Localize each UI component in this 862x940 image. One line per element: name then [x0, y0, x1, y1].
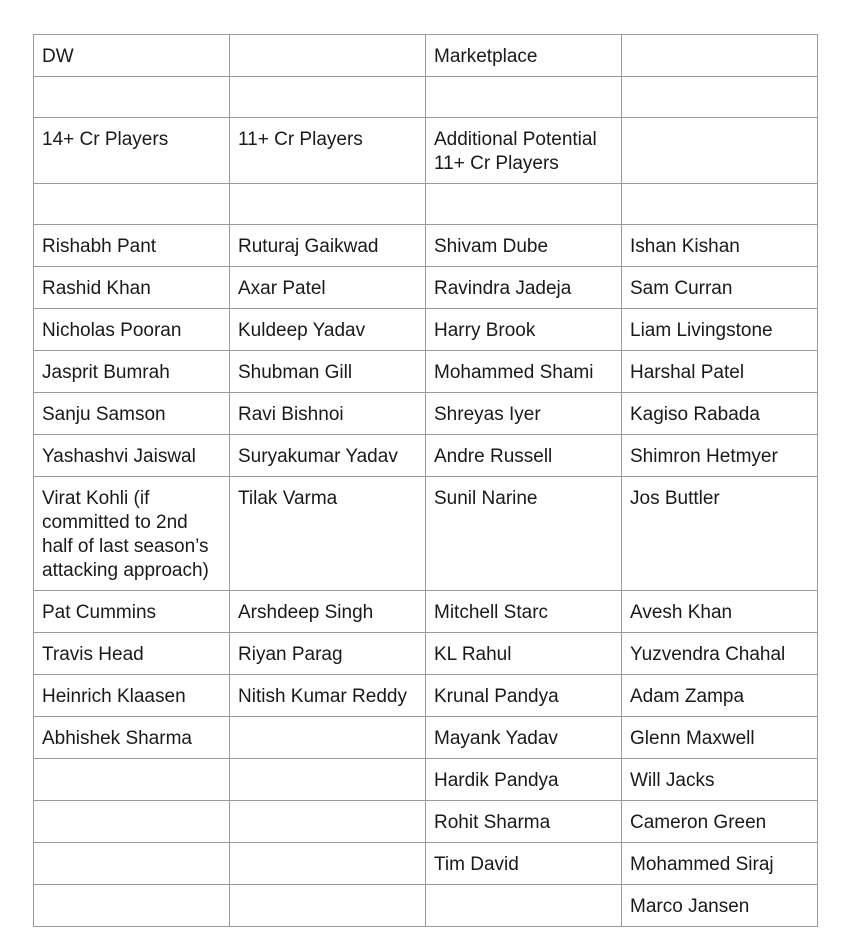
table-cell[interactable]: Ruturaj Gaikwad — [230, 225, 426, 267]
table-cell[interactable]: Jasprit Bumrah — [34, 351, 230, 393]
table-cell[interactable]: Will Jacks — [622, 759, 818, 801]
table-row — [34, 843, 818, 885]
table-cell[interactable]: Harshal Patel — [622, 351, 818, 393]
table-cell[interactable]: Additional Potential 11+ Cr Players — [426, 118, 622, 184]
table-cell[interactable]: Heinrich Klaasen — [34, 675, 230, 717]
table-cell[interactable]: Ravindra Jadeja — [426, 267, 622, 309]
table-row — [34, 118, 818, 184]
table-cell[interactable] — [622, 35, 818, 77]
table-cell[interactable]: Krunal Pandya — [426, 675, 622, 717]
table-cell[interactable]: Shimron Hetmyer — [622, 435, 818, 477]
table-cell[interactable]: Mayank Yadav — [426, 717, 622, 759]
table-row — [34, 633, 818, 675]
table-cell[interactable]: Nitish Kumar Reddy — [230, 675, 426, 717]
table-cell[interactable] — [622, 184, 818, 225]
table-cell[interactable]: DW — [34, 35, 230, 77]
table-cell[interactable] — [34, 885, 230, 927]
table-cell[interactable]: Kuldeep Yadav — [230, 309, 426, 351]
table-cell[interactable]: Glenn Maxwell — [622, 717, 818, 759]
table-cell[interactable]: Ravi Bishnoi — [230, 393, 426, 435]
table-row — [34, 77, 818, 118]
table-cell[interactable]: Andre Russell — [426, 435, 622, 477]
table-cell[interactable] — [622, 118, 818, 184]
table-cell[interactable]: Sam Curran — [622, 267, 818, 309]
table-cell[interactable] — [34, 801, 230, 843]
table-cell[interactable]: Pat Cummins — [34, 591, 230, 633]
table-cell[interactable] — [230, 801, 426, 843]
table-cell[interactable]: Kagiso Rabada — [622, 393, 818, 435]
table-row — [34, 184, 818, 225]
table-cell[interactable]: Rohit Sharma — [426, 801, 622, 843]
table-cell[interactable]: 11+ Cr Players — [230, 118, 426, 184]
table-cell[interactable]: Marco Jansen — [622, 885, 818, 927]
table-cell[interactable]: Yashashvi Jaiswal — [34, 435, 230, 477]
table-cell[interactable]: Riyan Parag — [230, 633, 426, 675]
table-cell[interactable]: Marketplace — [426, 35, 622, 77]
table-cell[interactable]: Adam Zampa — [622, 675, 818, 717]
table-cell[interactable] — [34, 759, 230, 801]
table-row — [34, 35, 818, 77]
table-row — [34, 435, 818, 477]
table-row — [34, 801, 818, 843]
table-cell[interactable]: Tim David — [426, 843, 622, 885]
table-row — [34, 225, 818, 267]
table-row — [34, 717, 818, 759]
table-cell[interactable] — [34, 77, 230, 118]
table-cell[interactable]: Jos Buttler — [622, 477, 818, 591]
table-cell[interactable]: Hardik Pandya — [426, 759, 622, 801]
table-row — [34, 393, 818, 435]
table-cell[interactable]: Yuzvendra Chahal — [622, 633, 818, 675]
table-cell[interactable]: Mitchell Starc — [426, 591, 622, 633]
table-row — [34, 591, 818, 633]
table-cell[interactable]: Abhishek Sharma — [34, 717, 230, 759]
table-cell[interactable]: Sanju Samson — [34, 393, 230, 435]
table-cell[interactable]: Rishabh Pant — [34, 225, 230, 267]
table-cell[interactable]: KL Rahul — [426, 633, 622, 675]
table-row — [34, 885, 818, 927]
table-row — [34, 759, 818, 801]
table-cell[interactable]: Virat Kohli (if committed to 2nd half of last season’s attacking approach) — [34, 477, 230, 591]
table-row — [34, 477, 818, 591]
table-cell[interactable]: Cameron Green — [622, 801, 818, 843]
table-cell[interactable]: Shreyas Iyer — [426, 393, 622, 435]
table-row — [34, 351, 818, 393]
table-cell[interactable]: Sunil Narine — [426, 477, 622, 591]
table-cell[interactable]: Rashid Khan — [34, 267, 230, 309]
table-cell[interactable]: Shubman Gill — [230, 351, 426, 393]
table-cell[interactable]: 14+ Cr Players — [34, 118, 230, 184]
table-cell[interactable]: Avesh Khan — [622, 591, 818, 633]
table-cell[interactable] — [230, 184, 426, 225]
table-cell[interactable] — [230, 885, 426, 927]
table-cell[interactable]: Axar Patel — [230, 267, 426, 309]
table-cell[interactable] — [230, 759, 426, 801]
table-cell[interactable]: Travis Head — [34, 633, 230, 675]
table-cell[interactable]: Ishan Kishan — [622, 225, 818, 267]
player-retention-table — [33, 34, 818, 927]
table-row — [34, 675, 818, 717]
table-cell[interactable] — [230, 843, 426, 885]
table-cell[interactable]: Tilak Varma — [230, 477, 426, 591]
table-cell[interactable] — [426, 77, 622, 118]
table-cell[interactable] — [34, 184, 230, 225]
table-cell[interactable]: Liam Livingstone — [622, 309, 818, 351]
table-cell[interactable] — [230, 35, 426, 77]
table-cell[interactable] — [34, 843, 230, 885]
table-cell[interactable] — [426, 184, 622, 225]
table-cell[interactable]: Harry Brook — [426, 309, 622, 351]
table-cell[interactable]: Mohammed Shami — [426, 351, 622, 393]
table-cell[interactable] — [622, 77, 818, 118]
table-cell[interactable] — [230, 717, 426, 759]
table-row — [34, 267, 818, 309]
table-cell[interactable] — [230, 77, 426, 118]
table-cell[interactable]: Arshdeep Singh — [230, 591, 426, 633]
table-cell[interactable]: Suryakumar Yadav — [230, 435, 426, 477]
table-cell[interactable]: Nicholas Pooran — [34, 309, 230, 351]
table-cell[interactable]: Shivam Dube — [426, 225, 622, 267]
table-row — [34, 309, 818, 351]
table-cell[interactable] — [426, 885, 622, 927]
table-cell[interactable]: Mohammed Siraj — [622, 843, 818, 885]
